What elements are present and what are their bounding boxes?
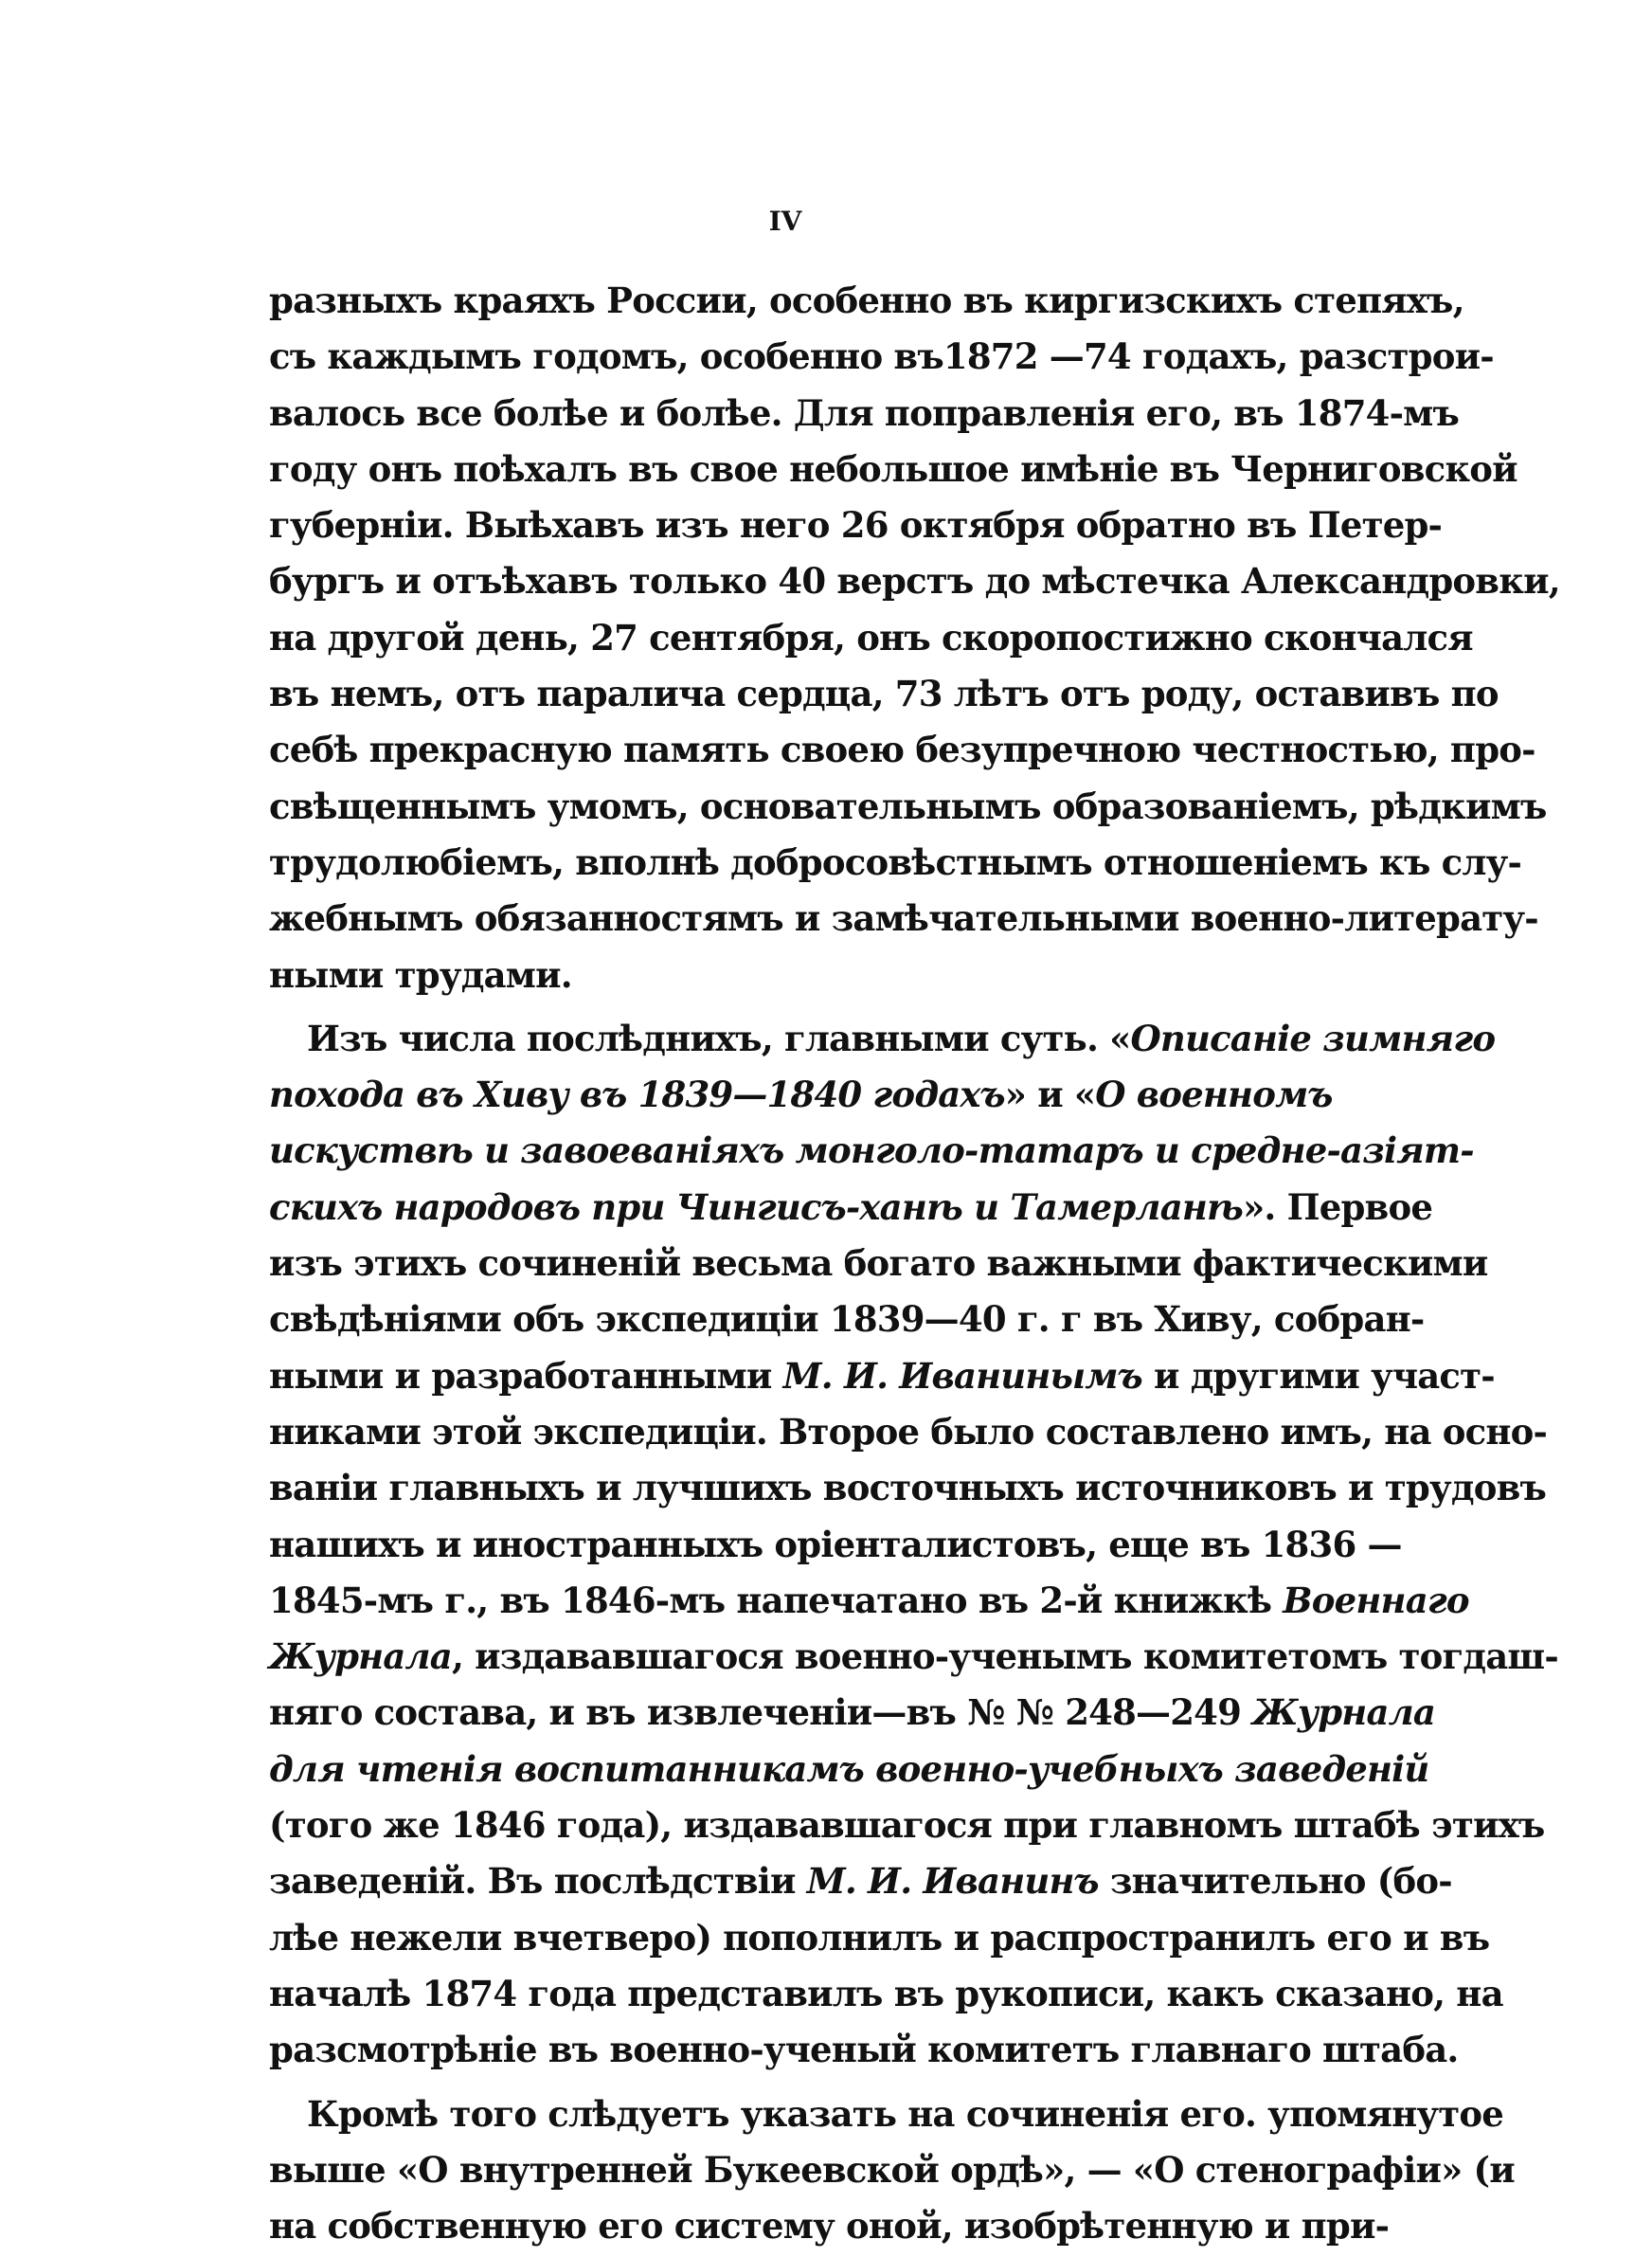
paragraph-3: [269, 2086, 1515, 2255]
text-line: скихъ народовъ при Чингисъ-ханѣ и Тамерланѣ». Первое: [269, 1185, 1433, 1228]
paragraph-2: [269, 1011, 1558, 2079]
text-line: няго состава, и въ извлеченіи—въ № № 248—249 Журнала: [269, 1691, 1436, 1734]
text-line: похода въ Хиву въ 1839—1840 годахъ» и «О военномъ: [269, 1074, 1333, 1116]
text-line: заведеній. Въ послѣдствіи М. И. Иванинъ значительно (бо-: [269, 1860, 1452, 1903]
text-line: разныхъ краяхъ России, особенно въ киргизскихъ степяхъ,: [269, 280, 1464, 321]
text-line: разсмотрѣніе въ военно-ученый комитетъ главнаго штаба.: [269, 2029, 1459, 2071]
text-line: году онъ поѣхалъ въ свое небольшое имѣніе въ Черниговской: [269, 447, 1517, 490]
page-number: IV: [768, 206, 802, 237]
text-line: искуствѣ и завоеваніяхъ монголо-татаръ и средне-азіят-: [269, 1129, 1474, 1172]
paragraph-gap: [269, 1003, 1300, 1011]
text-line: ными и разработанными М. И. Иванинымъ и другими участ-: [269, 1354, 1495, 1397]
body-text: [269, 273, 1560, 2254]
text-line: изъ этихъ сочиненій весьма богато важными фактическими: [269, 1242, 1488, 1285]
text-line: свѣдѣніями объ экспедиціи 1839—40 г. г въ Хиву, собран-: [269, 1298, 1425, 1341]
text-line: на собственную его систему оной, изобрѣтенную и при-: [269, 2205, 1390, 2248]
text-line: Журнала, издававшагося военно-ученымъ комитетомъ тогдаш-: [269, 1635, 1558, 1678]
text-line: жебнымъ обязанностямъ и замѣчательными военно-литерату-: [269, 897, 1538, 940]
text-line: губерніи. Выѣхавъ изъ него 26 октября обратно въ Петер-: [269, 504, 1443, 547]
text-line: бургъ и отъѣхавъ только 40 верстъ до мѣстечка Александровки,: [269, 560, 1560, 603]
text-line: для чтенія воспитанникамъ военно-учебныхъ заведеній: [269, 1747, 1429, 1790]
text-line: выше «О внутренней Букеевской ордѣ», — «О стенографіи» (и: [269, 2148, 1515, 2191]
text-line: себѣ прекрасную память своею безупречною честностью, про-: [269, 729, 1535, 771]
text-line: Кромѣ того слѣдуетъ указать на сочиненія его. упомянутое: [307, 2092, 1504, 2135]
text-line: валось все болѣе и болѣе. Для поправленія его, въ 1874-мъ: [269, 391, 1460, 434]
text-line: нашихъ и иностранныхъ оріенталистовъ, еще въ 1836 —: [269, 1523, 1402, 1565]
text-line: въ немъ, отъ паралича сердца, 73 лѣтъ отъ роду, оставивъ по: [269, 673, 1499, 715]
text-line: Изъ числа послѣднихъ, главными суть. «Описаніе зимняго: [307, 1017, 1496, 1059]
text-line: на другой день, 27 сентября, онъ скоропостижно скончался: [269, 616, 1473, 659]
text-line: никами этой экспедиціи. Второе было составлено имъ, на осно-: [269, 1410, 1548, 1453]
paragraph-gap: [269, 2079, 1300, 2086]
text-line: трудолюбіемъ, вполнѣ добросовѣстнымъ отношеніемъ къ слу-: [269, 840, 1522, 883]
text-line: (того же 1846 года), издававшагося при главномъ штабѣ этихъ: [269, 1804, 1545, 1847]
text-line: лѣе нежели вчетверо) пополнилъ и распространилъ его и въ: [269, 1916, 1490, 1959]
text-line: 1845-мъ г., въ 1846-мъ напечатано въ 2-й книжкѣ Военнаго: [269, 1579, 1469, 1621]
text-line: началѣ 1874 года представилъ въ рукописи, какъ сказано, на: [269, 1972, 1503, 2014]
text-line: ными трудами.: [269, 953, 572, 996]
text-line: свѣщеннымъ умомъ, основательнымъ образованіемъ, рѣдкимъ: [269, 785, 1547, 827]
text-line: съ каждымъ годомъ, особенно въ1872 —74 годахъ, разстрои-: [269, 335, 1494, 378]
text-line: ваніи главныхъ и лучшихъ восточныхъ источниковъ и трудовъ: [269, 1467, 1547, 1509]
paragraph-1: [269, 273, 1560, 1003]
